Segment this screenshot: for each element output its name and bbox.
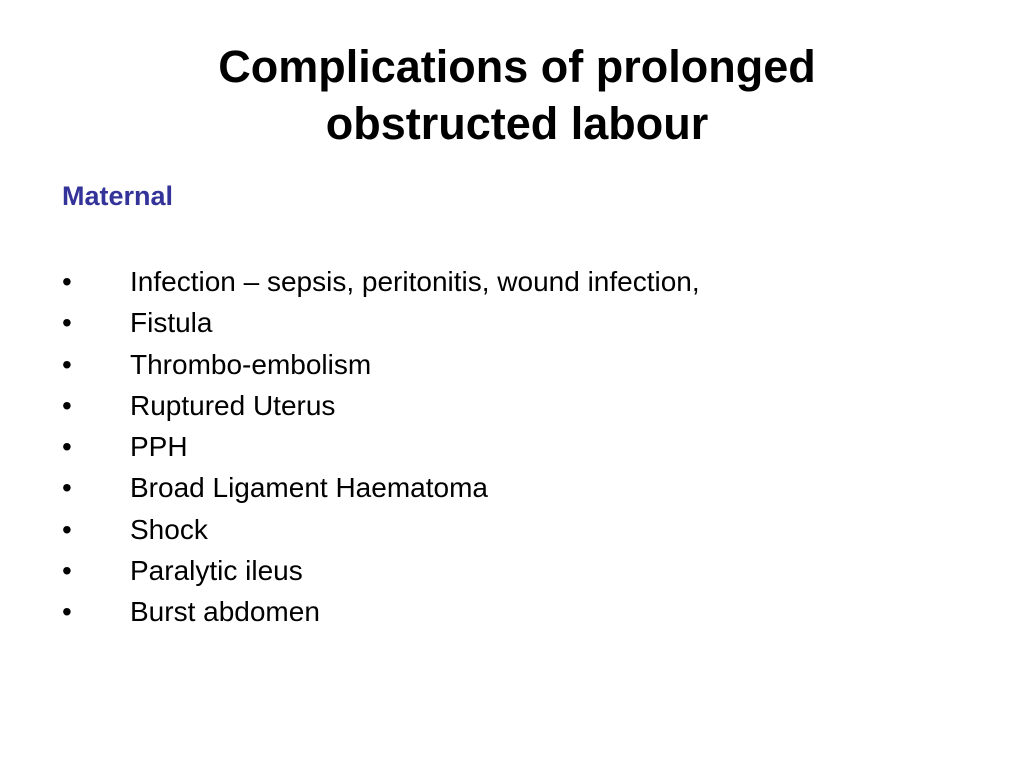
list-item-text: Ruptured Uterus	[130, 389, 336, 421]
bullet-icon: •	[62, 596, 72, 628]
list-item-text: Thrombo-embolism	[130, 348, 372, 380]
list-item-text: Fistula	[130, 307, 213, 339]
bullet-icon: •	[62, 389, 72, 421]
list-item-text: PPH	[130, 431, 188, 463]
list-item-text: Shock	[130, 513, 208, 545]
slide-title	[112, 38, 922, 152]
bullet-icon: •	[62, 307, 72, 339]
list-item-text: Broad Ligament Haematoma	[130, 472, 488, 504]
bullet-icon: •	[62, 431, 72, 463]
slide-title-line-1: Complications of prolonged	[218, 41, 816, 92]
bullet-icon: •	[62, 348, 72, 380]
section-heading-maternal: Maternal	[62, 181, 174, 211]
bullet-icon: •	[62, 472, 72, 504]
list-item-text: Burst abdomen	[130, 596, 320, 628]
bullet-icon: •	[62, 513, 72, 545]
list-item-text: Infection – sepsis, peritonitis, wound infection,	[130, 266, 700, 297]
slide-title-line-2: obstructed labour	[325, 98, 709, 149]
bullet-icon: •	[62, 555, 72, 587]
bullet-icon: •	[62, 266, 72, 297]
list-item-text: Paralytic ileus	[130, 555, 303, 587]
